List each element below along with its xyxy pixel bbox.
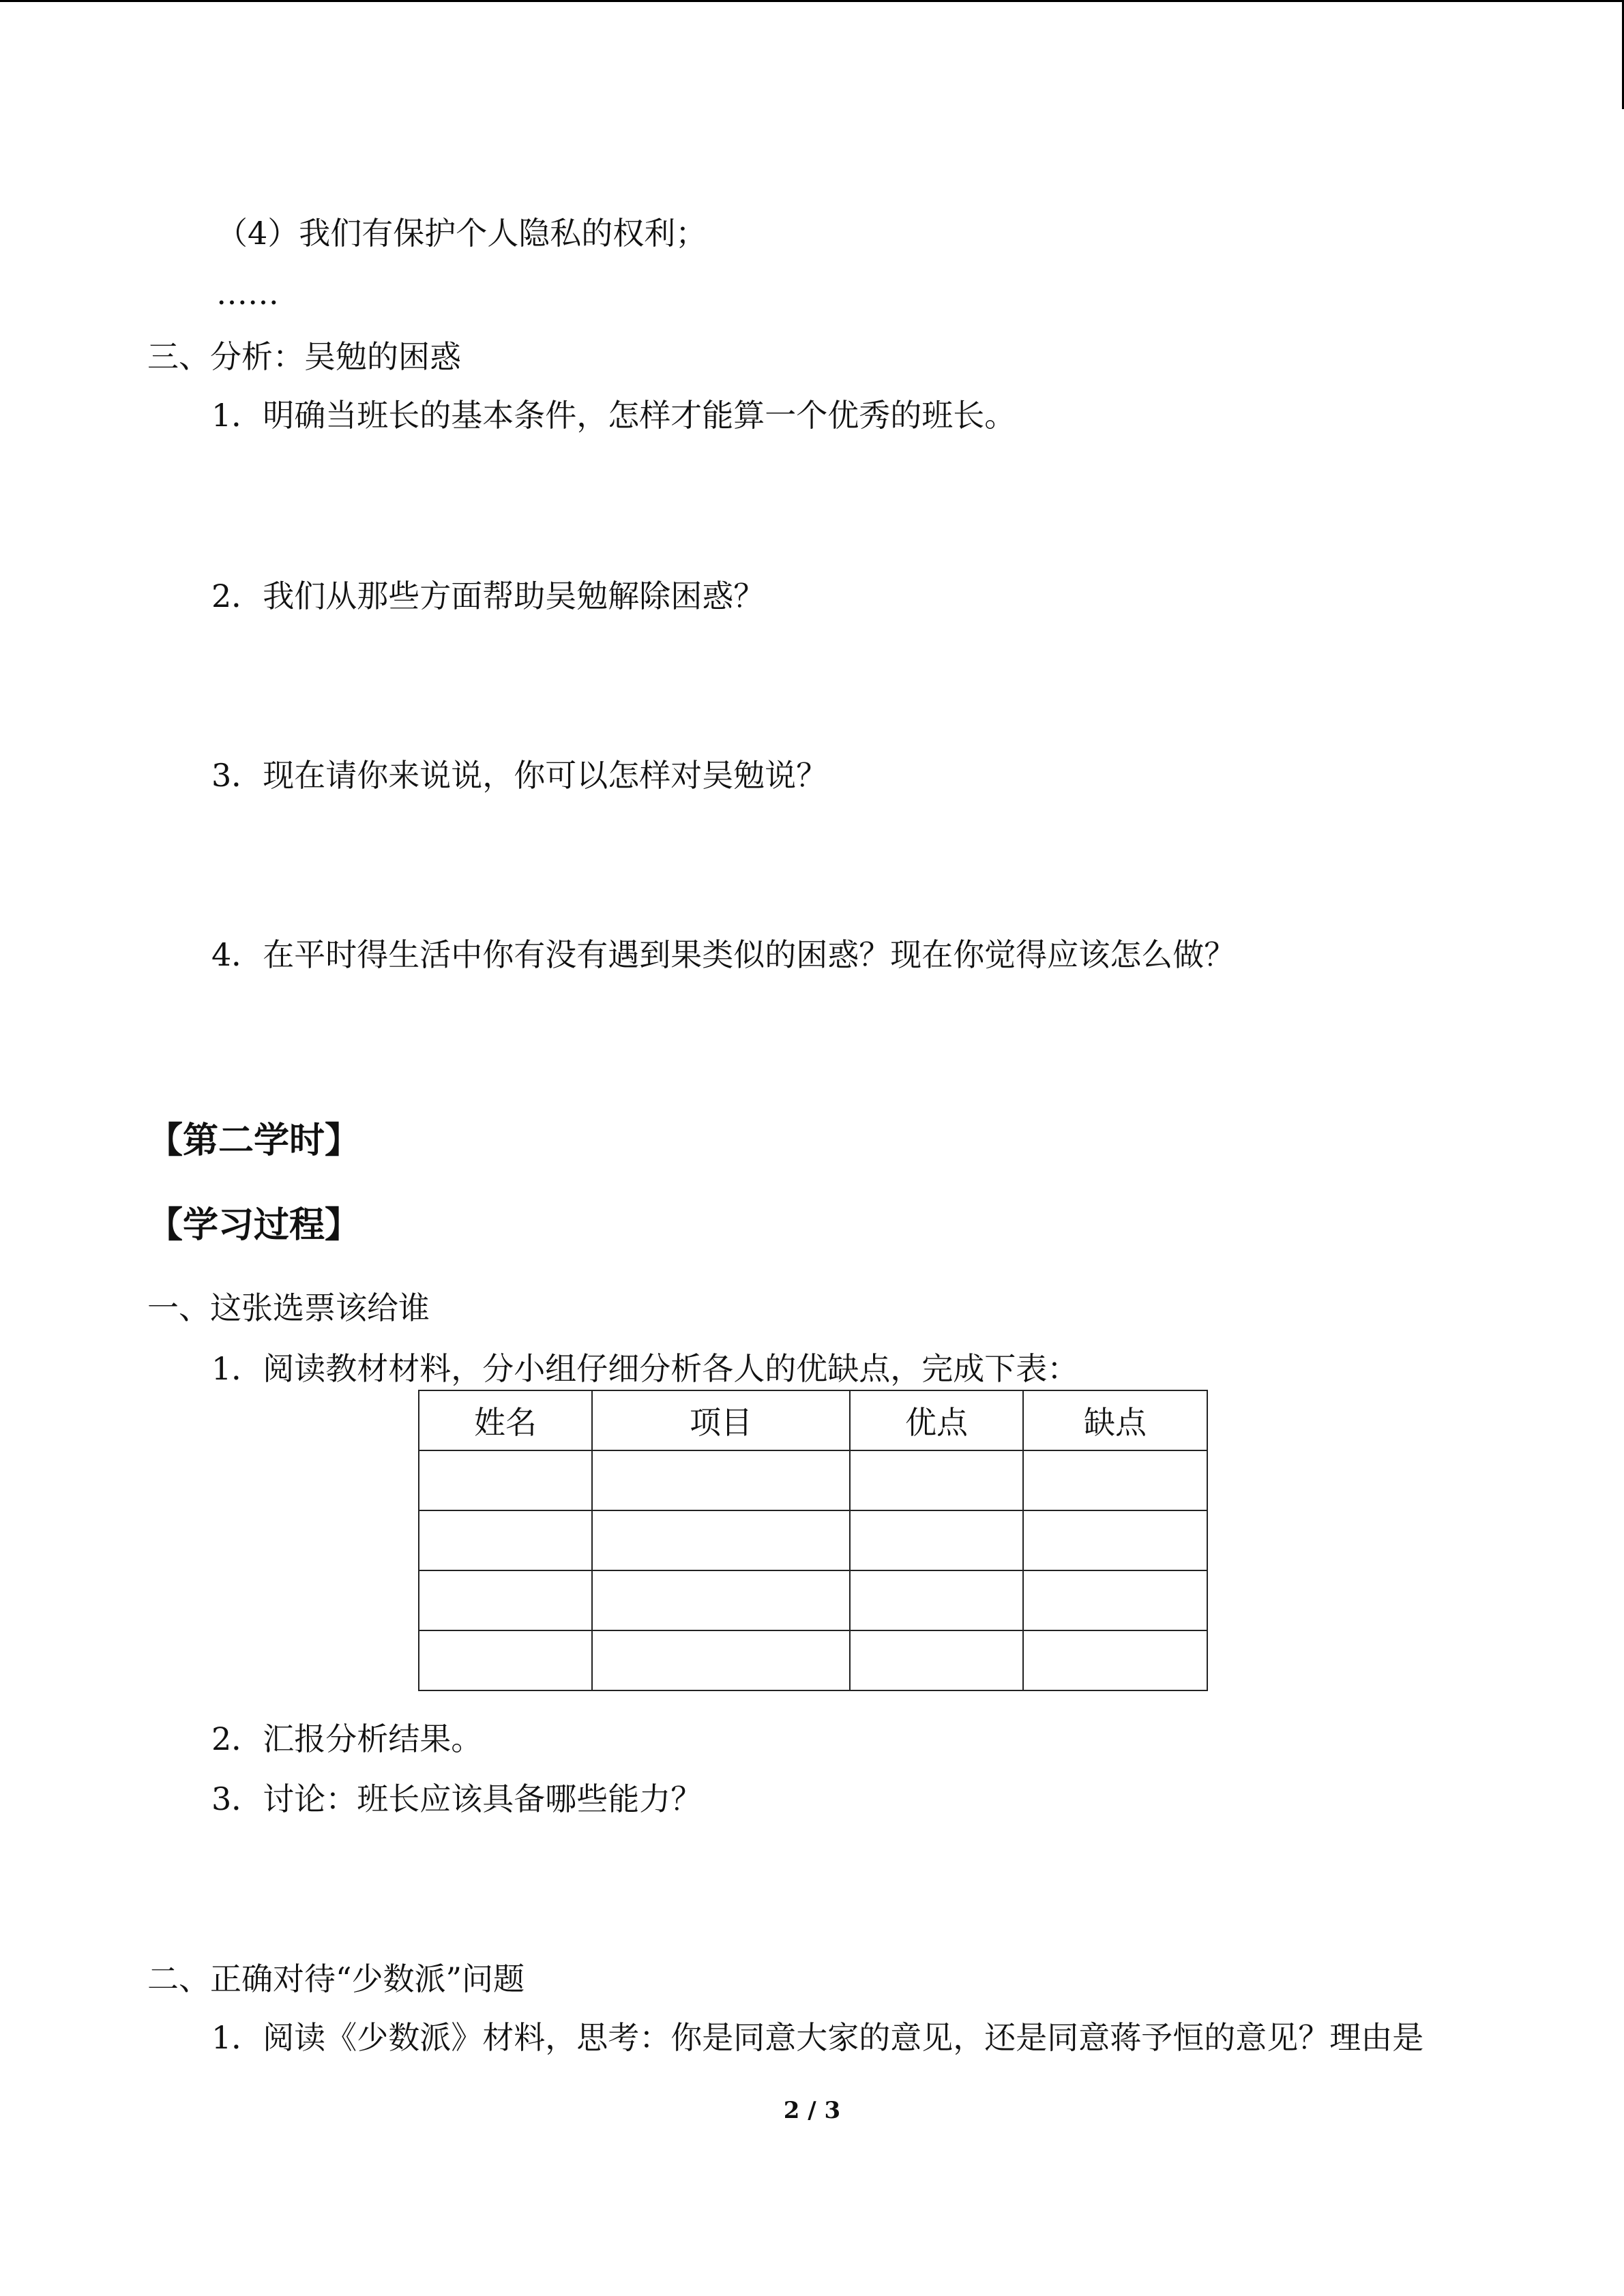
header-weaknesses: 缺点: [1023, 1390, 1207, 1450]
table-cell[interactable]: [850, 1450, 1023, 1510]
table-header-row: [419, 1390, 1207, 1450]
list-item-4: （4）我们有保护个人隐私的权利；: [216, 215, 707, 252]
table-cell[interactable]: [1023, 1570, 1207, 1630]
table-cell[interactable]: [419, 1630, 592, 1690]
part-1-question-2: 2．汇报分析结果。: [211, 1720, 483, 1757]
ellipsis: ……: [216, 275, 279, 312]
table-cell[interactable]: [1023, 1450, 1207, 1510]
part-2-title: 二、正确对待“少数派”问题: [147, 1960, 525, 1997]
page-number: 2 / 3: [783, 2097, 841, 2124]
section-3-title: 三、分析：吴勉的困惑: [147, 338, 461, 375]
table-cell[interactable]: [850, 1510, 1023, 1570]
header-strengths: 优点: [850, 1390, 1023, 1450]
table-cell[interactable]: [592, 1510, 850, 1570]
section-3-question-2: 2．我们从那些方面帮助吴勉解除困惑？: [211, 578, 765, 614]
part-1-question-3: 3．讨论：班长应该具备哪些能力？: [211, 1780, 703, 1817]
section-3-question-4: 4．在平时得生活中你有没有遇到果类似的困惑？现在你觉得应该怎么做？: [211, 936, 1236, 973]
lesson-2-heading: 【第二学时】: [147, 1120, 361, 1161]
evaluation-table: [418, 1390, 1208, 1691]
table-cell[interactable]: [1023, 1510, 1207, 1570]
table-cell[interactable]: [419, 1570, 592, 1630]
section-3-question-1: 1．明确当班长的基本条件，怎样才能算一个优秀的班长。: [211, 397, 1016, 434]
table-cell[interactable]: [850, 1630, 1023, 1690]
table-cell[interactable]: [1023, 1630, 1207, 1690]
table-cell[interactable]: [592, 1450, 850, 1510]
learning-process-heading: 【学习过程】: [147, 1204, 361, 1246]
table-row: [419, 1450, 1207, 1510]
part-2-question-1: 1．阅读《少数派》材料，思考：你是同意大家的意见，还是同意蒋予恒的意见？理由是: [211, 2019, 1424, 2056]
part-1-title: 一、这张选票该给谁: [147, 1289, 430, 1326]
table-cell[interactable]: [419, 1510, 592, 1570]
table-row: [419, 1570, 1207, 1630]
header-name: 姓名: [419, 1390, 592, 1450]
page-top-border: [0, 0, 1624, 2]
table-row: [419, 1630, 1207, 1690]
part-1-question-1: 1．阅读教材材料，分小组仔细分析各人的优缺点，完成下表：: [211, 1350, 1079, 1387]
table-cell[interactable]: [850, 1570, 1023, 1630]
table-row: [419, 1510, 1207, 1570]
table-cell[interactable]: [419, 1450, 592, 1510]
table-cell[interactable]: [592, 1630, 850, 1690]
section-3-question-3: 3．现在请你来说说，你可以怎样对吴勉说？: [211, 757, 828, 794]
table-cell[interactable]: [592, 1570, 850, 1630]
header-item: 项目: [592, 1390, 850, 1450]
